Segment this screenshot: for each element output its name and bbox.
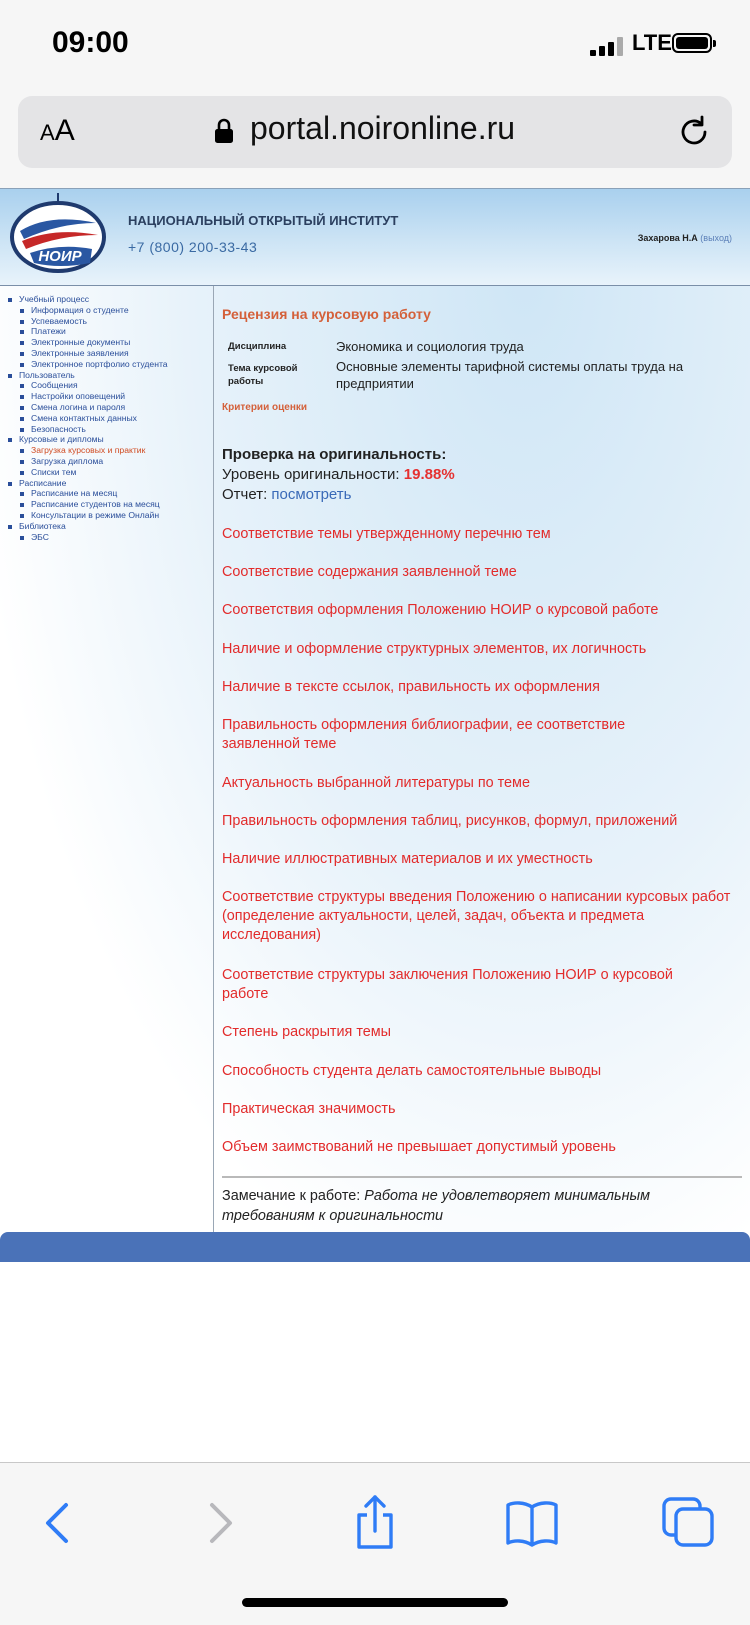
clock: 09:00	[52, 26, 129, 59]
menu-section[interactable]: Расписание Расписание на месяц Расписание студентов на месяц Консультации в режиме Онлайн	[8, 478, 168, 521]
menu-section[interactable]: Курсовые и дипломы Загрузка курсовых и практик Загрузка диплома Списки тем	[8, 434, 168, 477]
phone-number[interactable]: +7 (800) 200-33-43	[128, 239, 258, 255]
criterion: Наличие и оформление структурных элементов, их логичность	[222, 641, 647, 657]
menu-item[interactable]: Расписание студентов на месяц	[20, 499, 168, 510]
criteria-heading: Критерии оценки	[222, 402, 308, 413]
criterion: Соответствия оформления Положению НОИР о курсовой работе	[222, 602, 659, 618]
site-header	[0, 188, 750, 286]
forward-icon[interactable]	[188, 1493, 248, 1553]
originality-level: Уровень оригинальности: 19.88%	[222, 466, 455, 483]
criterion: Соответствие структуры введения Положению о написании курсовых работ (определение актуальности, целей, задач, объекта и предмета исследования)	[222, 889, 731, 943]
network-type: LTE	[632, 30, 672, 55]
criterion: Соответствие содержания заявленной теме	[222, 564, 517, 580]
criterion: Наличие иллюстративных материалов и их уместность	[222, 851, 593, 867]
signal-icon	[590, 36, 624, 56]
url-text[interactable]: portal.noironline.ru	[250, 110, 516, 146]
web-page	[0, 188, 750, 1260]
menu-item-active[interactable]: Загрузка курсовых и практик	[20, 445, 168, 456]
user-name: Захарова Н.А	[637, 233, 698, 243]
menu-item[interactable]: Консультации в режиме Онлайн	[20, 510, 168, 521]
share-icon[interactable]	[345, 1493, 405, 1553]
back-icon[interactable]	[30, 1493, 90, 1553]
menu-item[interactable]: Электронные заявления	[20, 348, 168, 359]
criterion: Правильность оформления таблиц, рисунков, формул, приложений	[222, 813, 678, 829]
bookmarks-icon[interactable]	[502, 1493, 562, 1553]
reload-icon[interactable]	[676, 114, 712, 150]
menu-item[interactable]: Настройки оповещений	[20, 391, 168, 402]
remark-label: Замечание к работе:	[222, 1188, 361, 1204]
menu-section[interactable]: Библиотека ЭБС	[8, 521, 168, 543]
browser-bar	[0, 90, 750, 188]
tabs-icon[interactable]	[660, 1493, 720, 1553]
criterion: Степень раскрытия темы	[222, 1024, 391, 1040]
criterion: Практическая значимость	[222, 1101, 396, 1117]
menu-item[interactable]: Загрузка диплома	[20, 456, 168, 467]
criterion: Актуальность выбранной литературы по теме	[222, 775, 530, 791]
topic-label: Тема курсовой работы	[228, 363, 298, 387]
menu-item[interactable]: Безопасность	[20, 424, 168, 435]
remark-text: Работа не удовлетворяет минимальным требованиям к оригинальности	[222, 1188, 650, 1224]
criterion: Соответствие структуры заключения Положению НОИР о курсовой работе	[222, 967, 673, 1002]
menu-item[interactable]: Электронные документы	[20, 337, 168, 348]
menu-item[interactable]: Успеваемость	[20, 316, 168, 327]
menu-item[interactable]: ЭБС	[20, 532, 168, 543]
divider	[222, 1176, 742, 1178]
institute-name: НАЦИОНАЛЬНЫЙ ОТКРЫТЫЙ ИНСТИТУТ	[128, 213, 399, 228]
menu-item[interactable]: Сообщения	[20, 380, 168, 391]
page-title: Рецензия на курсовую работу	[222, 306, 431, 322]
menu-item[interactable]: Электронное портфолио студента	[20, 359, 168, 370]
menu-item[interactable]: Смена контактных данных	[20, 413, 168, 424]
report-line: Отчет: посмотреть	[222, 486, 352, 503]
sidebar	[0, 286, 214, 1261]
menu-item[interactable]: Расписание на месяц	[20, 488, 168, 499]
site-footer	[0, 1232, 750, 1262]
menu-item[interactable]: Смена логина и пароля	[20, 402, 168, 413]
discipline-value: Экономика и социология труда	[336, 339, 524, 354]
logout-link[interactable]: (выход)	[700, 233, 732, 243]
menu-item[interactable]: Списки тем	[20, 467, 168, 478]
menu-item[interactable]: Платежи	[20, 326, 168, 337]
browser-toolbar	[0, 1462, 750, 1625]
criterion: Наличие в тексте ссылок, правильность их оформления	[222, 679, 600, 695]
topic-value: Основные элементы тарифной системы оплаты труда на предприятии	[336, 359, 684, 391]
sidebar-menu	[8, 294, 168, 542]
criterion: Объем заимствований не превышает допустимый уровень	[222, 1139, 616, 1155]
lock-icon	[214, 118, 234, 144]
text-size-button[interactable]: AA	[40, 114, 75, 147]
originality-heading: Проверка на оригинальность:	[222, 446, 447, 463]
menu-section[interactable]: Учебный процесс Информация о студенте Успеваемость Платежи Электронные документы Электронные заявления Электронное портфолио студента	[8, 294, 168, 370]
report-link[interactable]: посмотреть	[271, 486, 352, 503]
address-field[interactable]	[18, 96, 732, 168]
menu-section[interactable]: Пользователь Сообщения Настройки оповещений Смена логина и пароля Смена контактных данных Безопасность	[8, 370, 168, 435]
originality-value: 19.88%	[403, 466, 455, 483]
menu-item[interactable]: Информация о студенте	[20, 305, 168, 316]
remark	[222, 1186, 742, 1226]
battery-icon	[672, 33, 712, 53]
status-bar	[0, 0, 750, 90]
criterion: Правильность оформления библиографии, ее соответствие заявленной теме	[222, 717, 626, 752]
criterion: Соответствие темы утвержденному перечню тем	[222, 526, 551, 542]
logo[interactable]	[10, 193, 110, 275]
home-indicator	[242, 1598, 508, 1607]
svg-text:НОИР: НОИР	[38, 248, 82, 265]
criterion: Способность студента делать самостоятельные выводы	[222, 1063, 602, 1079]
discipline-label: Дисциплина	[228, 341, 287, 352]
user-info	[638, 233, 732, 243]
